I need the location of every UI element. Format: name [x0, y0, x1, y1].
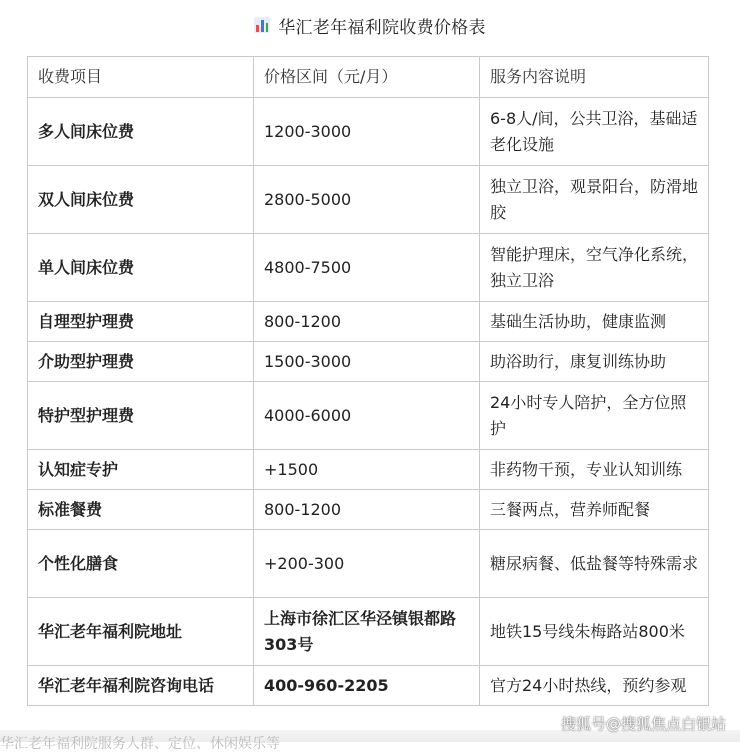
- cell-desc: 独立卫浴，观景阳台，防滑地胶: [480, 166, 709, 234]
- table-row: [28, 234, 709, 302]
- next-section-heading: 华汇老年福利院服务人群、定位、休闲娱乐等: [0, 736, 280, 752]
- price-table: [27, 56, 709, 706]
- header-item: 收费项目: [28, 57, 254, 98]
- cell-desc: 助浴助行，康复训练协助: [480, 342, 709, 382]
- cell-desc: 官方24小时热线，预约参观: [480, 666, 709, 706]
- table-row: [28, 98, 709, 166]
- table-row: [28, 302, 709, 342]
- table-row: [28, 166, 709, 234]
- cell-item: 介助型护理费: [28, 342, 254, 382]
- table-title: [0, 10, 740, 40]
- table-row: [28, 666, 709, 706]
- cell-item: 华汇老年福利院咨询电话: [28, 666, 254, 706]
- cell-price: 400-960-2205: [254, 666, 480, 706]
- cell-desc: 24小时专人陪护，全方位照护: [480, 382, 709, 450]
- table-row: [28, 450, 709, 490]
- cell-price: 800-1200: [254, 302, 480, 342]
- cell-item: 个性化膳食: [28, 530, 254, 598]
- cell-item: 认知症专护: [28, 450, 254, 490]
- watermark: 搜狐号@搜狐焦点白银站: [560, 715, 726, 733]
- cell-price: +1500: [254, 450, 480, 490]
- table-row: [28, 382, 709, 450]
- table-row: [28, 530, 709, 598]
- table-row: [28, 342, 709, 382]
- cell-price: 800-1200: [254, 490, 480, 530]
- cell-item: 多人间床位费: [28, 98, 254, 166]
- cell-desc: 智能护理床，空气净化系统，独立卫浴: [480, 234, 709, 302]
- table-row: [28, 598, 709, 666]
- cell-desc: 三餐两点，营养师配餐: [480, 490, 709, 530]
- bar-chart-icon: [254, 17, 270, 33]
- cell-item: 标准餐费: [28, 490, 254, 530]
- cell-item: 华汇老年福利院地址: [28, 598, 254, 666]
- cell-price: 1500-3000: [254, 342, 480, 382]
- cell-price: 上海市徐汇区华泾镇银都路303号: [254, 598, 480, 666]
- header-price: 价格区间（元/月）: [254, 57, 480, 98]
- cell-price: 1200-3000: [254, 98, 480, 166]
- cell-desc: 6-8人/间，公共卫浴，基础适老化设施: [480, 98, 709, 166]
- cell-desc: 地铁15号线朱梅路站800米: [480, 598, 709, 666]
- table-row: [28, 490, 709, 530]
- cell-item: 特护型护理费: [28, 382, 254, 450]
- cell-item: 双人间床位费: [28, 166, 254, 234]
- header-desc: 服务内容说明: [480, 57, 709, 98]
- cell-item: 单人间床位费: [28, 234, 254, 302]
- cell-price: +200-300: [254, 530, 480, 598]
- cell-desc: 糖尿病餐、低盐餐等特殊需求: [480, 530, 709, 598]
- cell-desc: 基础生活协助，健康监测: [480, 302, 709, 342]
- cell-price: 4800-7500: [254, 234, 480, 302]
- page-title: 华汇老年福利院收费价格表: [278, 17, 486, 38]
- cell-item: 自理型护理费: [28, 302, 254, 342]
- table-header-row: [28, 57, 709, 98]
- cell-desc: 非药物干预，专业认知训练: [480, 450, 709, 490]
- cell-price: 2800-5000: [254, 166, 480, 234]
- cell-price: 4000-6000: [254, 382, 480, 450]
